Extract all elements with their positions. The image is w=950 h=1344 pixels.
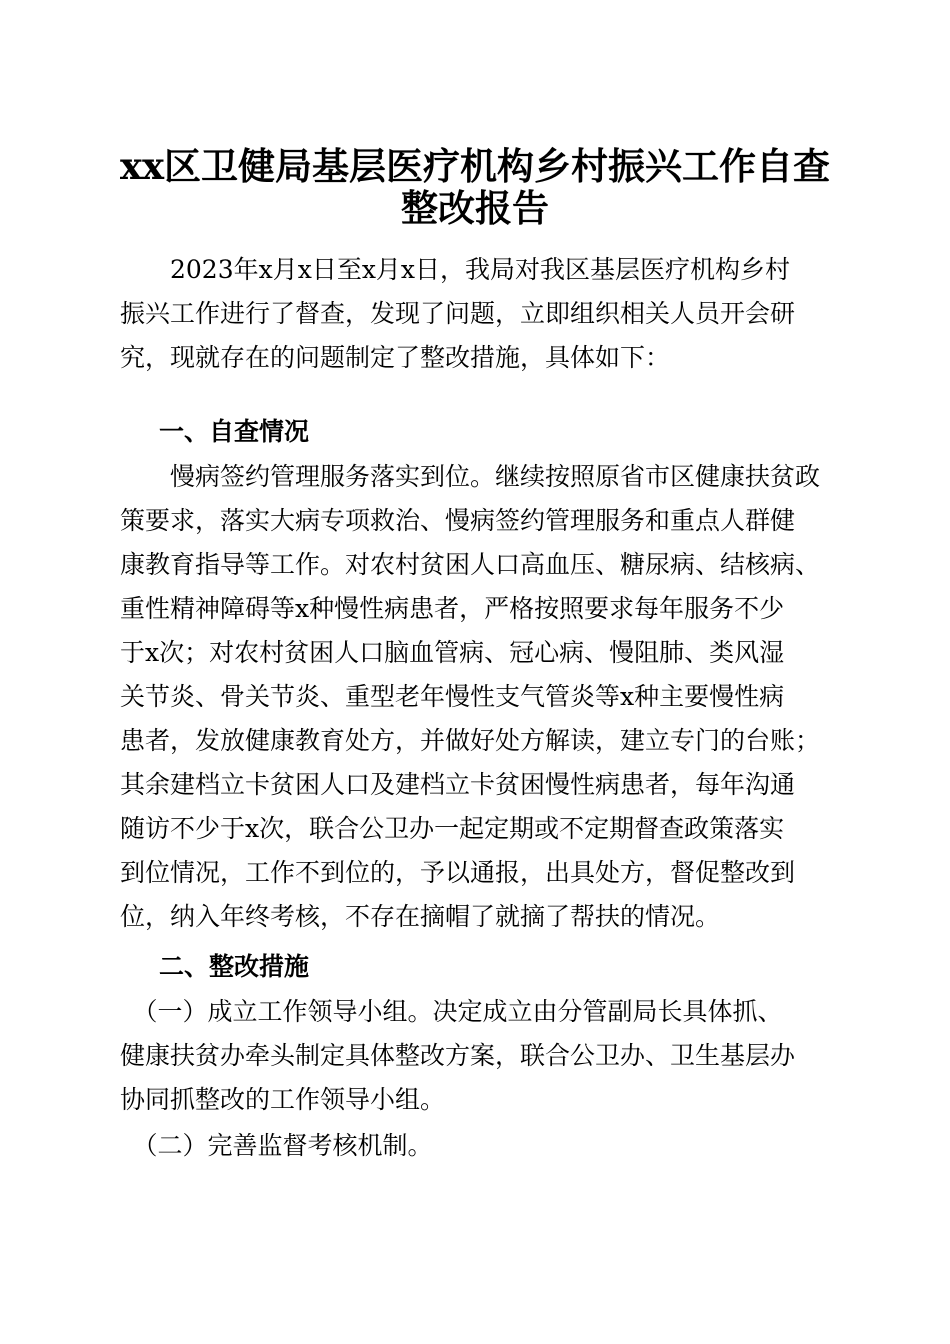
section-2-heading: 二、整改措施 [159, 952, 310, 981]
item-2-line: （二）完善监督考核机制。 [120, 1131, 433, 1160]
section-1-line: 重性精神障碍等x种慢性病患者，严格按照要求每年服务不少 [120, 594, 785, 623]
intro-paragraph [120, 248, 840, 380]
intro-line: 2023年x月x日至x月x日，我局对我区基层医疗机构乡村 [120, 255, 791, 284]
section-1-line: 位，纳入年终考核，不存在摘帽了就摘了帮扶的情况。 [120, 902, 721, 931]
section-1-line: 策要求，落实大病专项救治、慢病签约管理服务和重点人群健 [120, 506, 796, 535]
intro-line: 振兴工作进行了督查，发现了问题，立即组织相关人员开会研 [120, 299, 796, 328]
section-1-line: 于x次；对农村贫困人口脑血管病、冠心病、慢阻肺、类风湿 [120, 638, 785, 667]
document-title-line-2: 整改报告 [401, 186, 549, 230]
section-2-item-2 [120, 1124, 840, 1168]
section-1-line: 关节炎、骨关节炎、重型老年慢性支气管炎等x种主要慢性病 [120, 682, 785, 711]
section-1-heading: 一、自查情况 [159, 417, 310, 446]
section-1-line: 到位情况，工作不到位的，予以通报，出具处方，督促整改到 [120, 858, 796, 887]
document-title-line-1: xx区卫健局基层医疗机构乡村振兴工作自查 [119, 144, 831, 188]
item-1-line: 协同抓整改的工作领导小组。 [120, 1085, 446, 1114]
section-1-paragraph [120, 455, 840, 939]
section-1-line: 患者，发放健康教育处方，并做好处方解读，建立专门的台账； [120, 726, 821, 755]
item-1-line: 健康扶贫办牵头制定具体整改方案，联合公卫办、卫生基层办 [120, 1041, 796, 1070]
intro-line: 究，现就存在的问题制定了整改措施，具体如下： [120, 343, 671, 372]
section-1-line: 慢病签约管理服务落实到位。继续按照原省市区健康扶贫政 [120, 462, 821, 491]
section-1-line: 随访不少于x次，联合公卫办一起定期或不定期督查政策落实 [120, 814, 785, 843]
section-1-line: 康教育指导等工作。对农村贫困人口高血压、糖尿病、结核病、 [120, 550, 821, 579]
section-1-line: 其余建档立卡贫困人口及建档立卡贫困慢性病患者，每年沟通 [120, 770, 796, 799]
item-1-line: （一）成立工作领导小组。决定成立由分管副局长具体抓、 [120, 997, 783, 1026]
section-2-item-1 [120, 990, 840, 1122]
